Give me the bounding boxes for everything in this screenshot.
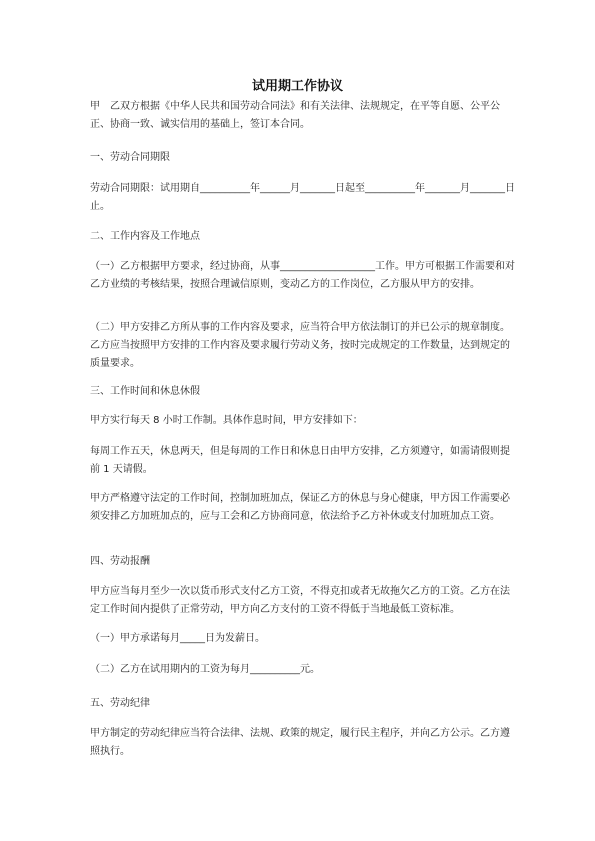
intro-paragraph: 甲 乙双方根据《中华人民共和国劳动合同法》和有关法律、法规规定，在平等自愿、公平公正、协商一致、诚实信用的基础上，签订本合同。 (90, 101, 500, 130)
section-5-heading: 五、劳动纪律 (90, 698, 150, 709)
section-2-paragraph-2: （二）甲方安排乙方所从事的工作内容及要求，应当符合甲方依法制订的并已公示的规章制度。乙方应当按照甲方安排的工作内容及要求履行劳动义务，按时完成规定的工作数量，达到规定的质量要求。 (90, 322, 510, 369)
section-3-paragraph-1: 甲方实行每天 8 小时工作制。具体作息时间，甲方安排如下： (90, 415, 363, 426)
section-2-paragraph-1: （一）乙方根据甲方要求，经过协商，从事___________________工作。甲方可根据工作需要和对乙方业绩的考核结果，按照合理诚信原则，变动乙方的工作岗位，乙方服从甲方的安排。 (90, 261, 515, 290)
section-5-paragraph-1: 甲方制定的劳动纪律应当符合法律、法规、政策的规定，履行民主程序，并向乙方公示。乙方遵照执行。 (90, 728, 510, 757)
document-title: 试用期工作协议 (251, 79, 343, 94)
section-4-heading: 四、劳动报酬 (90, 556, 150, 567)
section-1-paragraph: 劳动合同期限：试用期自__________年______月_______日起至__________年_______月_______日止。 (90, 183, 515, 212)
section-3-heading: 三、工作时间和休息休假 (90, 386, 200, 397)
section-1-heading: 一、劳动合同期限 (90, 152, 170, 163)
section-4-paragraph-3: （二）乙方在试用期内的工资为每月__________元。 (90, 664, 320, 675)
section-2-heading: 二、工作内容及工作地点 (90, 231, 200, 242)
section-3-paragraph-2: 每周工作五天，休息两天，但是每周的工作日和休息日由甲方安排，乙方须遵守，如需请假则提前 1 天请假。 (90, 446, 510, 475)
section-4-paragraph-1: 甲方应当每月至少一次以货币形式支付乙方工资，不得克扣或者无故拖欠乙方的工资。乙方在法定工作时间内提供了正常劳动，甲方向乙方支付的工资不得低于当地最低工资标准。 (90, 586, 510, 615)
section-4-paragraph-2: （一）甲方承诺每月_____日为发薪日。 (90, 633, 265, 644)
section-3-paragraph-3: 甲方严格遵守法定的工作时间，控制加班加点，保证乙方的休息与身心健康，甲方因工作需要必须安排乙方加班加点的，应与工会和乙方协商同意，依法给予乙方补休或支付加班加点工资。 (90, 493, 510, 522)
